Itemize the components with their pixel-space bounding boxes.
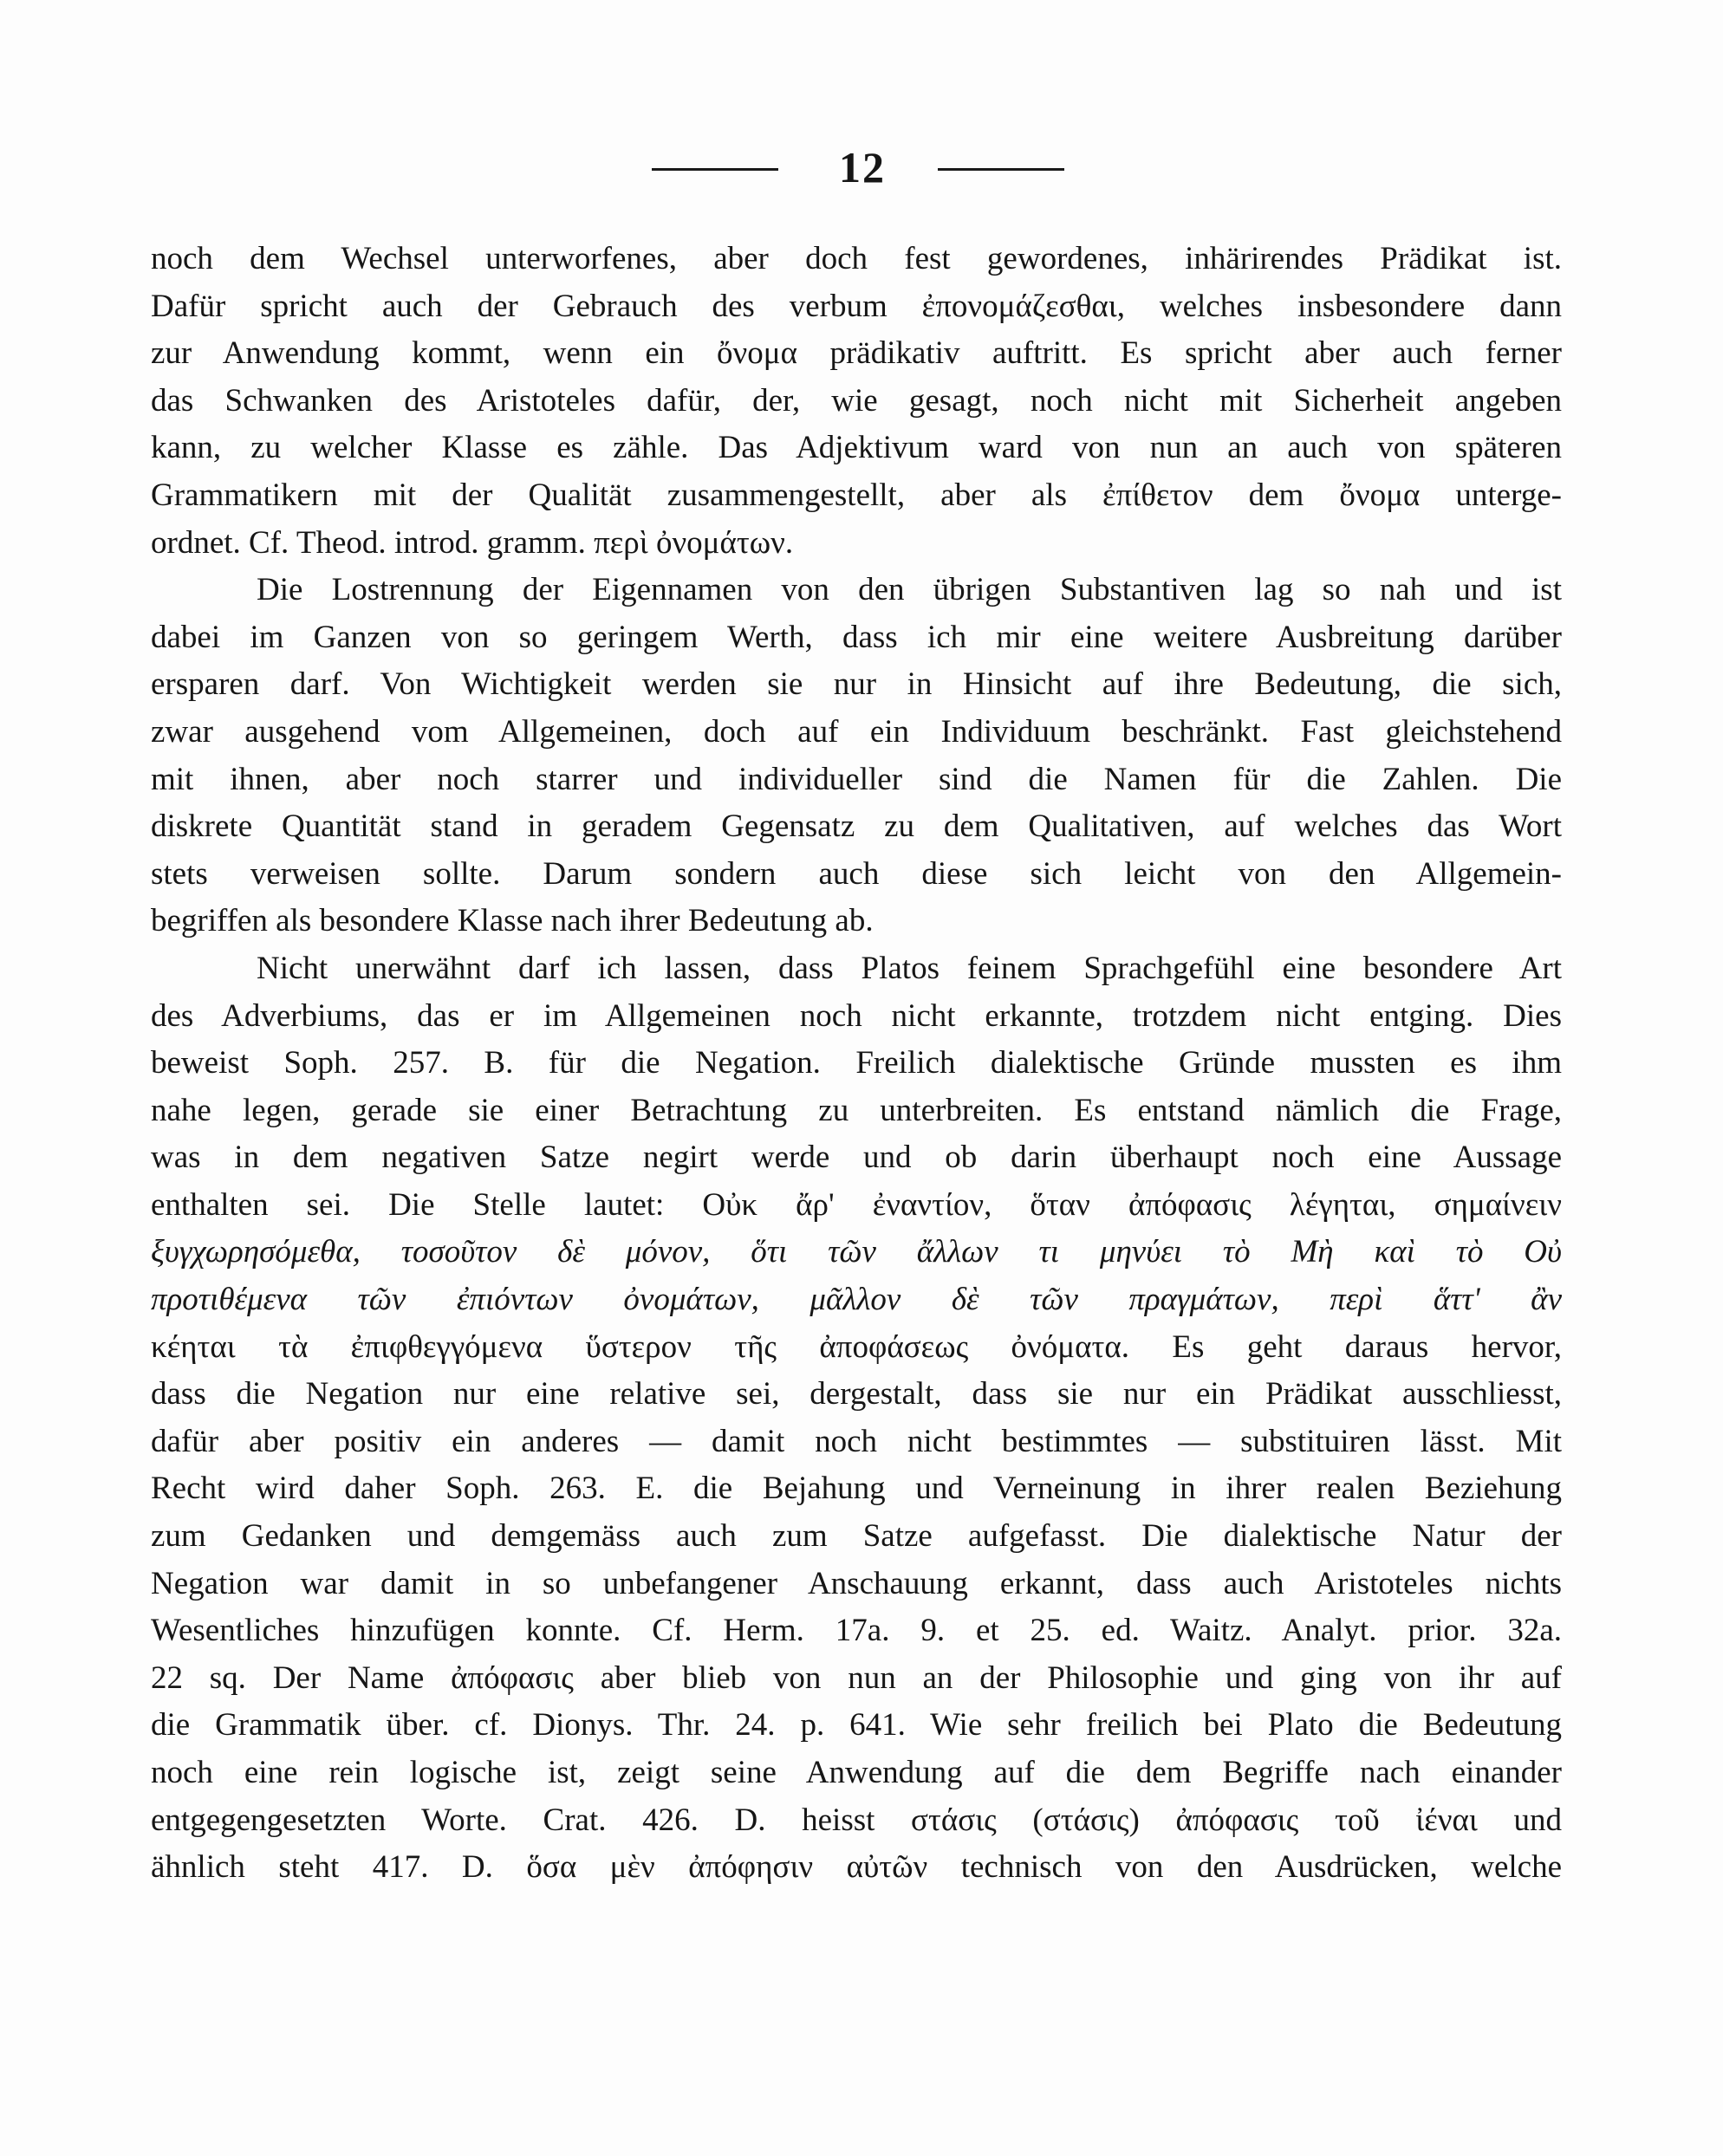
text-line: beweist Soph. 257. B. für die Negation. Freilich dialektische Gründe mussten es ihm [151,1045,1562,1081]
text-line: noch dem Wechsel unterworfenes, aber doch fest gewordenes, inhärirendes Prädikat ist. [151,241,1562,276]
text-line: Grammatikern mit der Qualität zusammengestellt, aber als ἐπίθετον dem ὄνομα unterge- [151,477,1562,513]
text-line: dafür aber positiv ein anderes — damit noch nicht bestimmtes — substituiren lässt. Mit [151,1423,1562,1459]
text-line: 22 sq. Der Name ἀπόφασις aber blieb von nun an der Philosophie und ging von ihr auf [151,1659,1562,1696]
text-line: mit ihnen, aber noch starrer und individueller sind die Namen für die Zahlen. Die [151,761,1562,797]
text-line: noch eine rein logische ist, zeigt seine Anwendung auf die dem Begriffe nach einander [151,1755,1562,1790]
header-rule-right [938,168,1064,171]
greek-quote-line: προτιθέμενα τῶν ἐπιόντων ὀνομάτων, μᾶλλον δὲ τῶν πραγμάτων, περὶ ἅττ' ἂν [151,1282,1562,1318]
text-line: zum Gedanken und demgemäss auch zum Satze aufgefasst. Die dialektische Natur der [151,1518,1562,1555]
text-line: des Adverbiums, das er im Allgemeinen noch nicht erkannte, trotzdem nicht entging. Dies [151,997,1562,1034]
text-line: dabei im Ganzen von so geringem Werth, dass ich mir eine weitere Ausbreitung darüber [151,619,1562,655]
greek-quote-line: ξυγχωρησόμεθα, τοσοῦτον δὲ μόνον, ὅτι τῶν ἄλλων τι μηνύει τὸ Μὴ καὶ τὸ Οὐ [151,1234,1562,1270]
text-line: enthalten sei. Die Stelle lautet: Οὐκ ἄρ' ἐναντίον, ὅταν ἀπόφασις λέγηται, σημαίνειν [151,1186,1562,1223]
text-line: Dafür spricht auch der Gebrauch des verbum ἐπονομάζεσθαι, welches insbesondere dann [151,288,1562,324]
text-line: die Grammatik über. cf. Dionys. Thr. 24. p. 641. Wie sehr freilich bei Plato die Bedeutung [151,1707,1562,1744]
page-number: 12 [839,143,886,192]
text-line: κέηται τὰ ἐπιφθεγγόμενα ὕστερον τῆς ἀποφάσεως ὀνόματα. Es geht daraus hervor, [151,1328,1562,1365]
text-line: begriffen als besondere Klasse nach ihrer Bedeutung ab. [151,903,874,939]
text-line: Recht wird daher Soph. 263. E. die Bejahung und Verneinung in ihrer realen Beziehung [151,1471,1562,1507]
body-text [151,236,1562,1892]
text-line: zwar ausgehend vom Allgemeinen, doch auf ein Individuum beschränkt. Fast gleichstehend [151,713,1562,750]
text-line: zur Anwendung kommt, wenn ein ὄνομα prädikativ auftritt. Es spricht aber auch ferner [151,335,1562,372]
text-line: ähnlich steht 417. D. ὅσα μὲν ἀπόφησιν αὐτῶν technisch von den Ausdrücken, welche [151,1849,1562,1886]
text-line: das Schwanken des Aristoteles dafür, der, wie gesagt, noch nicht mit Sicherheit angeben [151,382,1562,419]
text-line: kann, zu welcher Klasse es zähle. Das Adjektivum ward von nun an auch von späteren [151,430,1562,466]
paragraph-start-line: Die Lostrennung der Eigennamen von den übrigen Substantiven lag so nah und ist [257,572,1562,608]
text-line: dass die Negation nur eine relative sei, dergestalt, dass sie nur ein Prädikat ausschliesst, [151,1376,1562,1412]
header-rule-left [652,168,778,171]
text-line: stets verweisen sollte. Darum sondern auch diese sich leicht von den Allgemein- [151,855,1562,892]
text-line: Negation war damit in so unbefangener Anschauung erkannt, dass auch Aristoteles nichts [151,1565,1562,1601]
text-line: diskrete Quantität stand in geradem Gegensatz zu dem Qualitativen, auf welches das Wort [151,808,1562,845]
text-line: ordnet. Cf. Theod. introd. gramm. περὶ ὀνομάτων. [151,524,794,561]
page-header [0,137,1723,198]
text-line: nahe legen, gerade sie einer Betrachtung zu unterbreiten. Es entstand nämlich die Frage, [151,1092,1562,1128]
text-line: Wesentliches hinzufügen konnte. Cf. Herm. 17a. 9. et 25. ed. Waitz. Analyt. prior. 32a. [151,1613,1562,1649]
text-line: entgegengesetzten Worte. Crat. 426. D. heisst στάσις (στάσις) ἀπόφασις τοῦ ἰέναι und [151,1802,1562,1838]
paragraph-start-line: Nicht unerwähnt darf ich lassen, dass Platos feinem Sprachgefühl eine besondere Art [257,950,1562,986]
text-line: was in dem negativen Satze negirt werde und ob darin überhaupt noch eine Aussage [151,1140,1562,1176]
text-line: ersparen darf. Von Wichtigkeit werden sie nur in Hinsicht auf ihre Bedeutung, die sich, [151,666,1562,703]
